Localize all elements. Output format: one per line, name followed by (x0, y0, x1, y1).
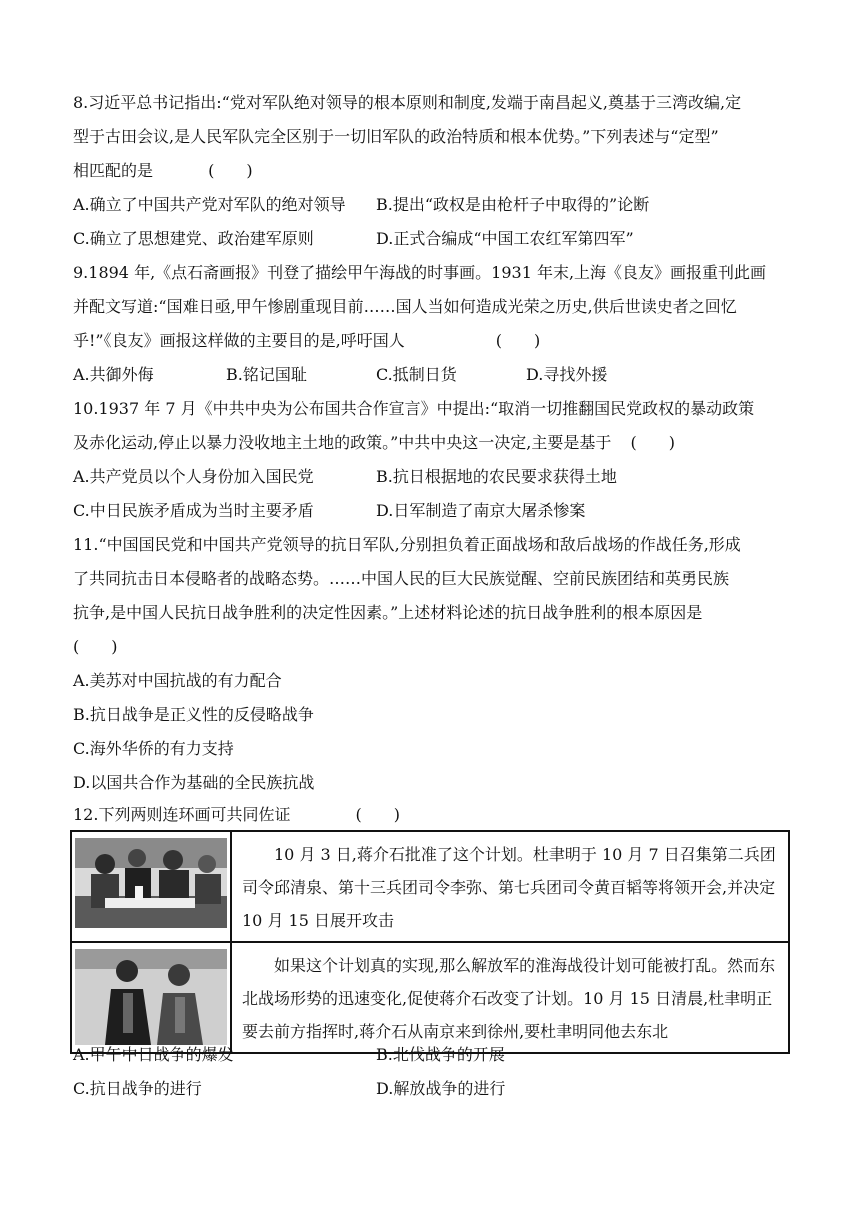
q12-stem (73, 798, 400, 832)
q11-stem-line2: 了共同抗击日本侵略者的战略态势。……中国人民的巨大民族觉醒、空前民族团结和英勇民族 (73, 569, 730, 588)
q10-stem-line2 (73, 426, 675, 460)
q11-answer-blank: ( ) (73, 637, 118, 656)
comic-illustration-two-officers (75, 949, 227, 1045)
q9-option-c: C.抵制日货 (376, 365, 457, 384)
comic-panel-row-1 (71, 831, 789, 942)
q9-stem-line1: 9.1894 年,《点石斋画报》刊登了描绘甲午海战的时事画。1931 年末,上海《良友》画报重刊此画 (73, 263, 767, 282)
q11-option-a: A.美苏对中国抗战的有力配合 (73, 671, 282, 690)
q9-option-d: D.寻找外援 (526, 365, 608, 384)
q8-option-d: D.正式合编成“中国工农红军第四军” (376, 229, 634, 248)
q8-option-c: C.确立了思想建党、政治建军原则 (73, 229, 314, 248)
comic-illustration-meeting (75, 838, 227, 928)
q12-option-a: A.甲午中日战争的爆发 (73, 1045, 234, 1064)
q11-option-d: D.以国共合作为基础的全民族抗战 (73, 773, 315, 792)
q8-option-b: B.提出“政权是由枪杆子中取得的”论断 (376, 195, 650, 214)
comic-panel-1-caption: 10 月 3 日,蒋介石批准了这个计划。杜聿明于 10 月 7 日召集第二兵团司令邱清泉、第十三兵团司令李弥、第七兵团司令黄百韬等将领开会,并决定 10 月 15 日展开攻击 (231, 831, 789, 942)
q9-stem-line3 (73, 324, 540, 358)
q12-stem-text: 12.下列两则连环画可共同佐证 (73, 805, 291, 824)
q8-stem-line1: 8.习近平总书记指出:“党对军队绝对领导的根本原则和制度,发端于南昌起义,奠基于三湾改编,定 (73, 93, 742, 112)
q8-stem-line2: 型于古田会议,是人民军队完全区别于一切旧军队的政治特质和根本优势。”下列表述与“定型” (73, 127, 719, 146)
q10-stem-line1: 10.1937 年 7 月《中共中央为公布国共合作宣言》中提出:“取消一切推翻国民党政权的暴动政策 (73, 399, 755, 418)
q10-option-a: A.共产党员以个人身份加入国民党 (73, 467, 314, 486)
q9-option-b: B.铭记国耻 (226, 365, 307, 384)
q12-answer-blank: ( ) (355, 805, 401, 824)
q12-option-d: D.解放战争的进行 (376, 1079, 506, 1098)
q11-option-b: B.抗日战争是正义性的反侵略战争 (73, 705, 314, 724)
q10-option-c: C.中日民族矛盾成为当时主要矛盾 (73, 501, 314, 520)
q8-stem-text: 相匹配的是 (73, 161, 154, 180)
q9-stem-text: 乎!”《良友》画报这样做的主要目的是,呼吁国人 (73, 331, 405, 350)
comic-panel-2-image-cell (71, 942, 231, 1053)
comic-panel-2-caption: 如果这个计划真的实现,那么解放军的淮海战役计划可能被打乱。然而东北战场形势的迅速变化,促使蒋介石改变了计划。10 月 15 日清晨,杜聿明正要去前方指挥时,蒋介石从南京来到徐州,要杜聿明同他去东北 (231, 942, 789, 1053)
q9-answer-blank: ( ) (495, 331, 541, 350)
q9-stem-line2: 并配文写道:“国难日亟,甲午惨剧重现目前……国人当如何造成光荣之历史,供后世读史者之回忆 (73, 297, 737, 316)
q10-stem-text: 及赤化运动,停止以暴力没收地主土地的政策。”中共中央这一决定,主要是基于 (73, 433, 612, 452)
comic-panel-1-image-cell (71, 831, 231, 942)
comic-panel-row-2 (71, 942, 789, 1053)
q8-answer-blank: ( ) (208, 161, 253, 180)
q11-stem-line1: 11.“中国国民党和中国共产党领导的抗日军队,分别担负着正面战场和敌后战场的作战任务,形成 (73, 535, 741, 554)
q12-option-b: B.北伐战争的开展 (376, 1045, 505, 1064)
q11-option-c: C.海外华侨的有力支持 (73, 739, 234, 758)
q10-option-d: D.日军制造了南京大屠杀惨案 (376, 501, 586, 520)
q8-option-a: A.确立了中国共产党对军队的绝对领导 (73, 195, 346, 214)
q9-option-a: A.共御外侮 (73, 365, 154, 384)
q8-stem-line3 (73, 154, 253, 188)
comic-strip-table (70, 830, 790, 1054)
q11-stem-line3: 抗争,是中国人民抗日战争胜利的决定性因素。”上述材料论述的抗日战争胜利的根本原因是 (73, 603, 703, 622)
q10-option-b: B.抗日根据地的农民要求获得土地 (376, 467, 617, 486)
q12-option-c: C.抗日战争的进行 (73, 1079, 202, 1098)
q10-answer-blank: ( ) (630, 433, 675, 452)
